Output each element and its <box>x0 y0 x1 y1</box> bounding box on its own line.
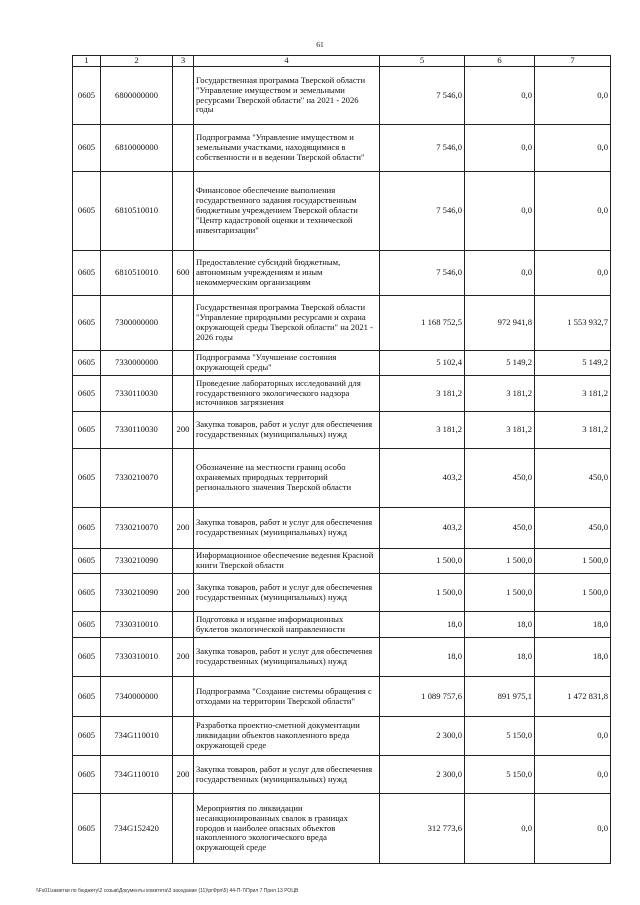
table-row <box>73 125 611 172</box>
target-article-code: 6810510010 <box>101 251 173 296</box>
item-name: Обозначение на местности границ особо охраняемых природных территорий регионального значения Тверской области <box>194 449 380 508</box>
amount-col-6: 3 181,2 <box>465 376 535 412</box>
item-name: Закупка товаров, работ и услуг для обеспечения государственных (муниципальных) нужд <box>194 412 380 449</box>
amount-col-5: 7 546,0 <box>380 125 465 172</box>
table-row <box>73 412 611 449</box>
amount-col-7: 0,0 <box>535 251 611 296</box>
expense-type-code <box>173 125 194 172</box>
amount-col-7: 1 553 932,7 <box>535 296 611 351</box>
table-row <box>73 612 611 638</box>
amount-col-5: 18,0 <box>380 612 465 638</box>
table-row <box>73 296 611 351</box>
file-path-footer: \\Fs01\заметки по бюджету\2 созыв\Документы комитета\3 заседание (11)\ргФрп\5) 44-П-7\Прил 7 Прил 13 РОЦВ <box>36 888 299 894</box>
amount-col-6: 18,0 <box>465 612 535 638</box>
table-row <box>73 351 611 376</box>
table-row <box>73 549 611 574</box>
table-row <box>73 449 611 508</box>
item-name: Государственная программа Тверской области "Управление природными ресурсами и охрана окружающей среды Тверской области" на 2021 - 2026 годы <box>194 296 380 351</box>
target-article-code: 6810510010 <box>101 172 173 251</box>
budget-table <box>72 55 611 864</box>
table-row <box>73 172 611 251</box>
table-row <box>73 251 611 296</box>
amount-col-5: 1 500,0 <box>380 549 465 574</box>
item-name: Подпрограмма "Улучшение состояния окружающей среды" <box>194 351 380 376</box>
amount-col-7: 3 181,2 <box>535 376 611 412</box>
amount-col-5: 2 300,0 <box>380 756 465 794</box>
target-article-code: 7330110030 <box>101 412 173 449</box>
table-row <box>73 574 611 612</box>
table-row <box>73 677 611 717</box>
section-code: 0605 <box>73 251 101 296</box>
amount-col-7: 450,0 <box>535 508 611 549</box>
amount-col-7: 0,0 <box>535 794 611 864</box>
expense-type-code <box>173 67 194 125</box>
expense-type-code <box>173 172 194 251</box>
section-code: 0605 <box>73 412 101 449</box>
section-code: 0605 <box>73 67 101 125</box>
section-code: 0605 <box>73 677 101 717</box>
amount-col-6: 0,0 <box>465 172 535 251</box>
section-code: 0605 <box>73 508 101 549</box>
expense-type-code: 200 <box>173 574 194 612</box>
amount-col-7: 1 472 831,8 <box>535 677 611 717</box>
target-article-code: 7330000000 <box>101 351 173 376</box>
amount-col-6: 18,0 <box>465 638 535 677</box>
target-article-code: 7330310010 <box>101 612 173 638</box>
item-name: Информационное обеспечение ведения Красной книги Тверской области <box>194 549 380 574</box>
amount-col-5: 7 546,0 <box>380 251 465 296</box>
expense-type-code <box>173 351 194 376</box>
amount-col-5: 312 773,6 <box>380 794 465 864</box>
amount-col-7: 18,0 <box>535 638 611 677</box>
amount-col-6: 1 500,0 <box>465 549 535 574</box>
expense-type-code: 200 <box>173 508 194 549</box>
section-code: 0605 <box>73 717 101 756</box>
item-name: Проведение лабораторных исследований для государственного экологического надзора источников загрязнения <box>194 376 380 412</box>
section-code: 0605 <box>73 549 101 574</box>
target-article-code: 734G110010 <box>101 756 173 794</box>
expense-type-code <box>173 677 194 717</box>
amount-col-5: 1 089 757,6 <box>380 677 465 717</box>
amount-col-6: 1 500,0 <box>465 574 535 612</box>
amount-col-6: 972 941,8 <box>465 296 535 351</box>
amount-col-5: 18,0 <box>380 638 465 677</box>
section-code: 0605 <box>73 125 101 172</box>
expense-type-code <box>173 449 194 508</box>
amount-col-5: 5 102,4 <box>380 351 465 376</box>
amount-col-6: 0,0 <box>465 251 535 296</box>
item-name: Закупка товаров, работ и услуг для обеспечения государственных (муниципальных) нужд <box>194 574 380 612</box>
amount-col-6: 5 150,0 <box>465 717 535 756</box>
target-article-code: 7330110030 <box>101 376 173 412</box>
target-article-code: 7330310010 <box>101 638 173 677</box>
amount-col-5: 3 181,2 <box>380 412 465 449</box>
amount-col-6: 5 149,2 <box>465 351 535 376</box>
amount-col-7: 450,0 <box>535 449 611 508</box>
amount-col-5: 3 181,2 <box>380 376 465 412</box>
header-row <box>73 56 611 67</box>
amount-col-7: 0,0 <box>535 172 611 251</box>
page-number: 61 <box>316 40 324 49</box>
table-row <box>73 794 611 864</box>
target-article-code: 734G110010 <box>101 717 173 756</box>
expense-type-code: 200 <box>173 638 194 677</box>
amount-col-7: 0,0 <box>535 125 611 172</box>
amount-col-7: 0,0 <box>535 717 611 756</box>
item-name: Подпрограмма "Управление имуществом и земельными участками, находящимися в собственности и в ведении Тверской области" <box>194 125 380 172</box>
item-name: Финансовое обеспечение выполнения государственного задания государственным бюджетным учреждением Тверской области "Центр кадастровой оценки и технической инвентаризации" <box>194 172 380 251</box>
amount-col-7: 0,0 <box>535 756 611 794</box>
amount-col-5: 2 300,0 <box>380 717 465 756</box>
table-row <box>73 508 611 549</box>
item-name: Закупка товаров, работ и услуг для обеспечения государственных (муниципальных) нужд <box>194 638 380 677</box>
header-col-3: 3 <box>173 56 194 67</box>
item-name: Государственная программа Тверской области "Управление имуществом и земельными ресурсами Тверской области" на 2021 - 2026 годы <box>194 67 380 125</box>
amount-col-6: 450,0 <box>465 449 535 508</box>
amount-col-6: 450,0 <box>465 508 535 549</box>
target-article-code: 7330210090 <box>101 549 173 574</box>
amount-col-6: 0,0 <box>465 794 535 864</box>
amount-col-6: 3 181,2 <box>465 412 535 449</box>
expense-type-code <box>173 794 194 864</box>
header-col-1: 1 <box>73 56 101 67</box>
expense-type-code: 600 <box>173 251 194 296</box>
section-code: 0605 <box>73 351 101 376</box>
amount-col-7: 1 500,0 <box>535 549 611 574</box>
header-col-6: 6 <box>465 56 535 67</box>
amount-col-7: 0,0 <box>535 67 611 125</box>
section-code: 0605 <box>73 574 101 612</box>
item-name: Мероприятия по ликвидации несанкционированных свалок в границах городов и наиболее опасных объектов накопленного экологического вреда окружающей среде <box>194 794 380 864</box>
target-article-code: 7300000000 <box>101 296 173 351</box>
amount-col-5: 1 168 752,5 <box>380 296 465 351</box>
amount-col-6: 5 150,0 <box>465 756 535 794</box>
item-name: Разработка проектно-сметной документации ликвидации объектов накопленного вреда окружающей среде <box>194 717 380 756</box>
item-name: Закупка товаров, работ и услуг для обеспечения государственных (муниципальных) нужд <box>194 756 380 794</box>
amount-col-7: 18,0 <box>535 612 611 638</box>
expense-type-code <box>173 549 194 574</box>
item-name: Предоставление субсидий бюджетным, автономным учреждениям и иным некоммерческим организациям <box>194 251 380 296</box>
table-row <box>73 67 611 125</box>
amount-col-7: 5 149,2 <box>535 351 611 376</box>
table-row <box>73 638 611 677</box>
header-col-2: 2 <box>101 56 173 67</box>
section-code: 0605 <box>73 794 101 864</box>
section-code: 0605 <box>73 449 101 508</box>
header-col-7: 7 <box>535 56 611 67</box>
header-col-4: 4 <box>194 56 380 67</box>
amount-col-5: 403,2 <box>380 449 465 508</box>
section-code: 0605 <box>73 376 101 412</box>
target-article-code: 7340000000 <box>101 677 173 717</box>
table-row <box>73 717 611 756</box>
expense-type-code <box>173 612 194 638</box>
target-article-code: 7330210090 <box>101 574 173 612</box>
item-name: Подготовка и издание информационных буклетов экологической направленности <box>194 612 380 638</box>
amount-col-5: 1 500,0 <box>380 574 465 612</box>
amount-col-6: 0,0 <box>465 67 535 125</box>
expense-type-code: 200 <box>173 756 194 794</box>
section-code: 0605 <box>73 172 101 251</box>
amount-col-5: 7 546,0 <box>380 172 465 251</box>
expense-type-code <box>173 717 194 756</box>
expense-type-code: 200 <box>173 412 194 449</box>
target-article-code: 7330210070 <box>101 508 173 549</box>
amount-col-7: 1 500,0 <box>535 574 611 612</box>
section-code: 0605 <box>73 612 101 638</box>
expense-type-code <box>173 376 194 412</box>
section-code: 0605 <box>73 296 101 351</box>
amount-col-6: 0,0 <box>465 125 535 172</box>
table-row <box>73 756 611 794</box>
amount-col-5: 7 546,0 <box>380 67 465 125</box>
header-col-5: 5 <box>380 56 465 67</box>
target-article-code: 7330210070 <box>101 449 173 508</box>
target-article-code: 6800000000 <box>101 67 173 125</box>
table-row <box>73 376 611 412</box>
item-name: Закупка товаров, работ и услуг для обеспечения государственных (муниципальных) нужд <box>194 508 380 549</box>
amount-col-7: 3 181,2 <box>535 412 611 449</box>
section-code: 0605 <box>73 756 101 794</box>
item-name: Подпрограмма "Создание системы обращения с отходами на территории Тверской области" <box>194 677 380 717</box>
amount-col-5: 403,2 <box>380 508 465 549</box>
target-article-code: 6810000000 <box>101 125 173 172</box>
target-article-code: 734G152420 <box>101 794 173 864</box>
amount-col-6: 891 975,1 <box>465 677 535 717</box>
expense-type-code <box>173 296 194 351</box>
section-code: 0605 <box>73 638 101 677</box>
